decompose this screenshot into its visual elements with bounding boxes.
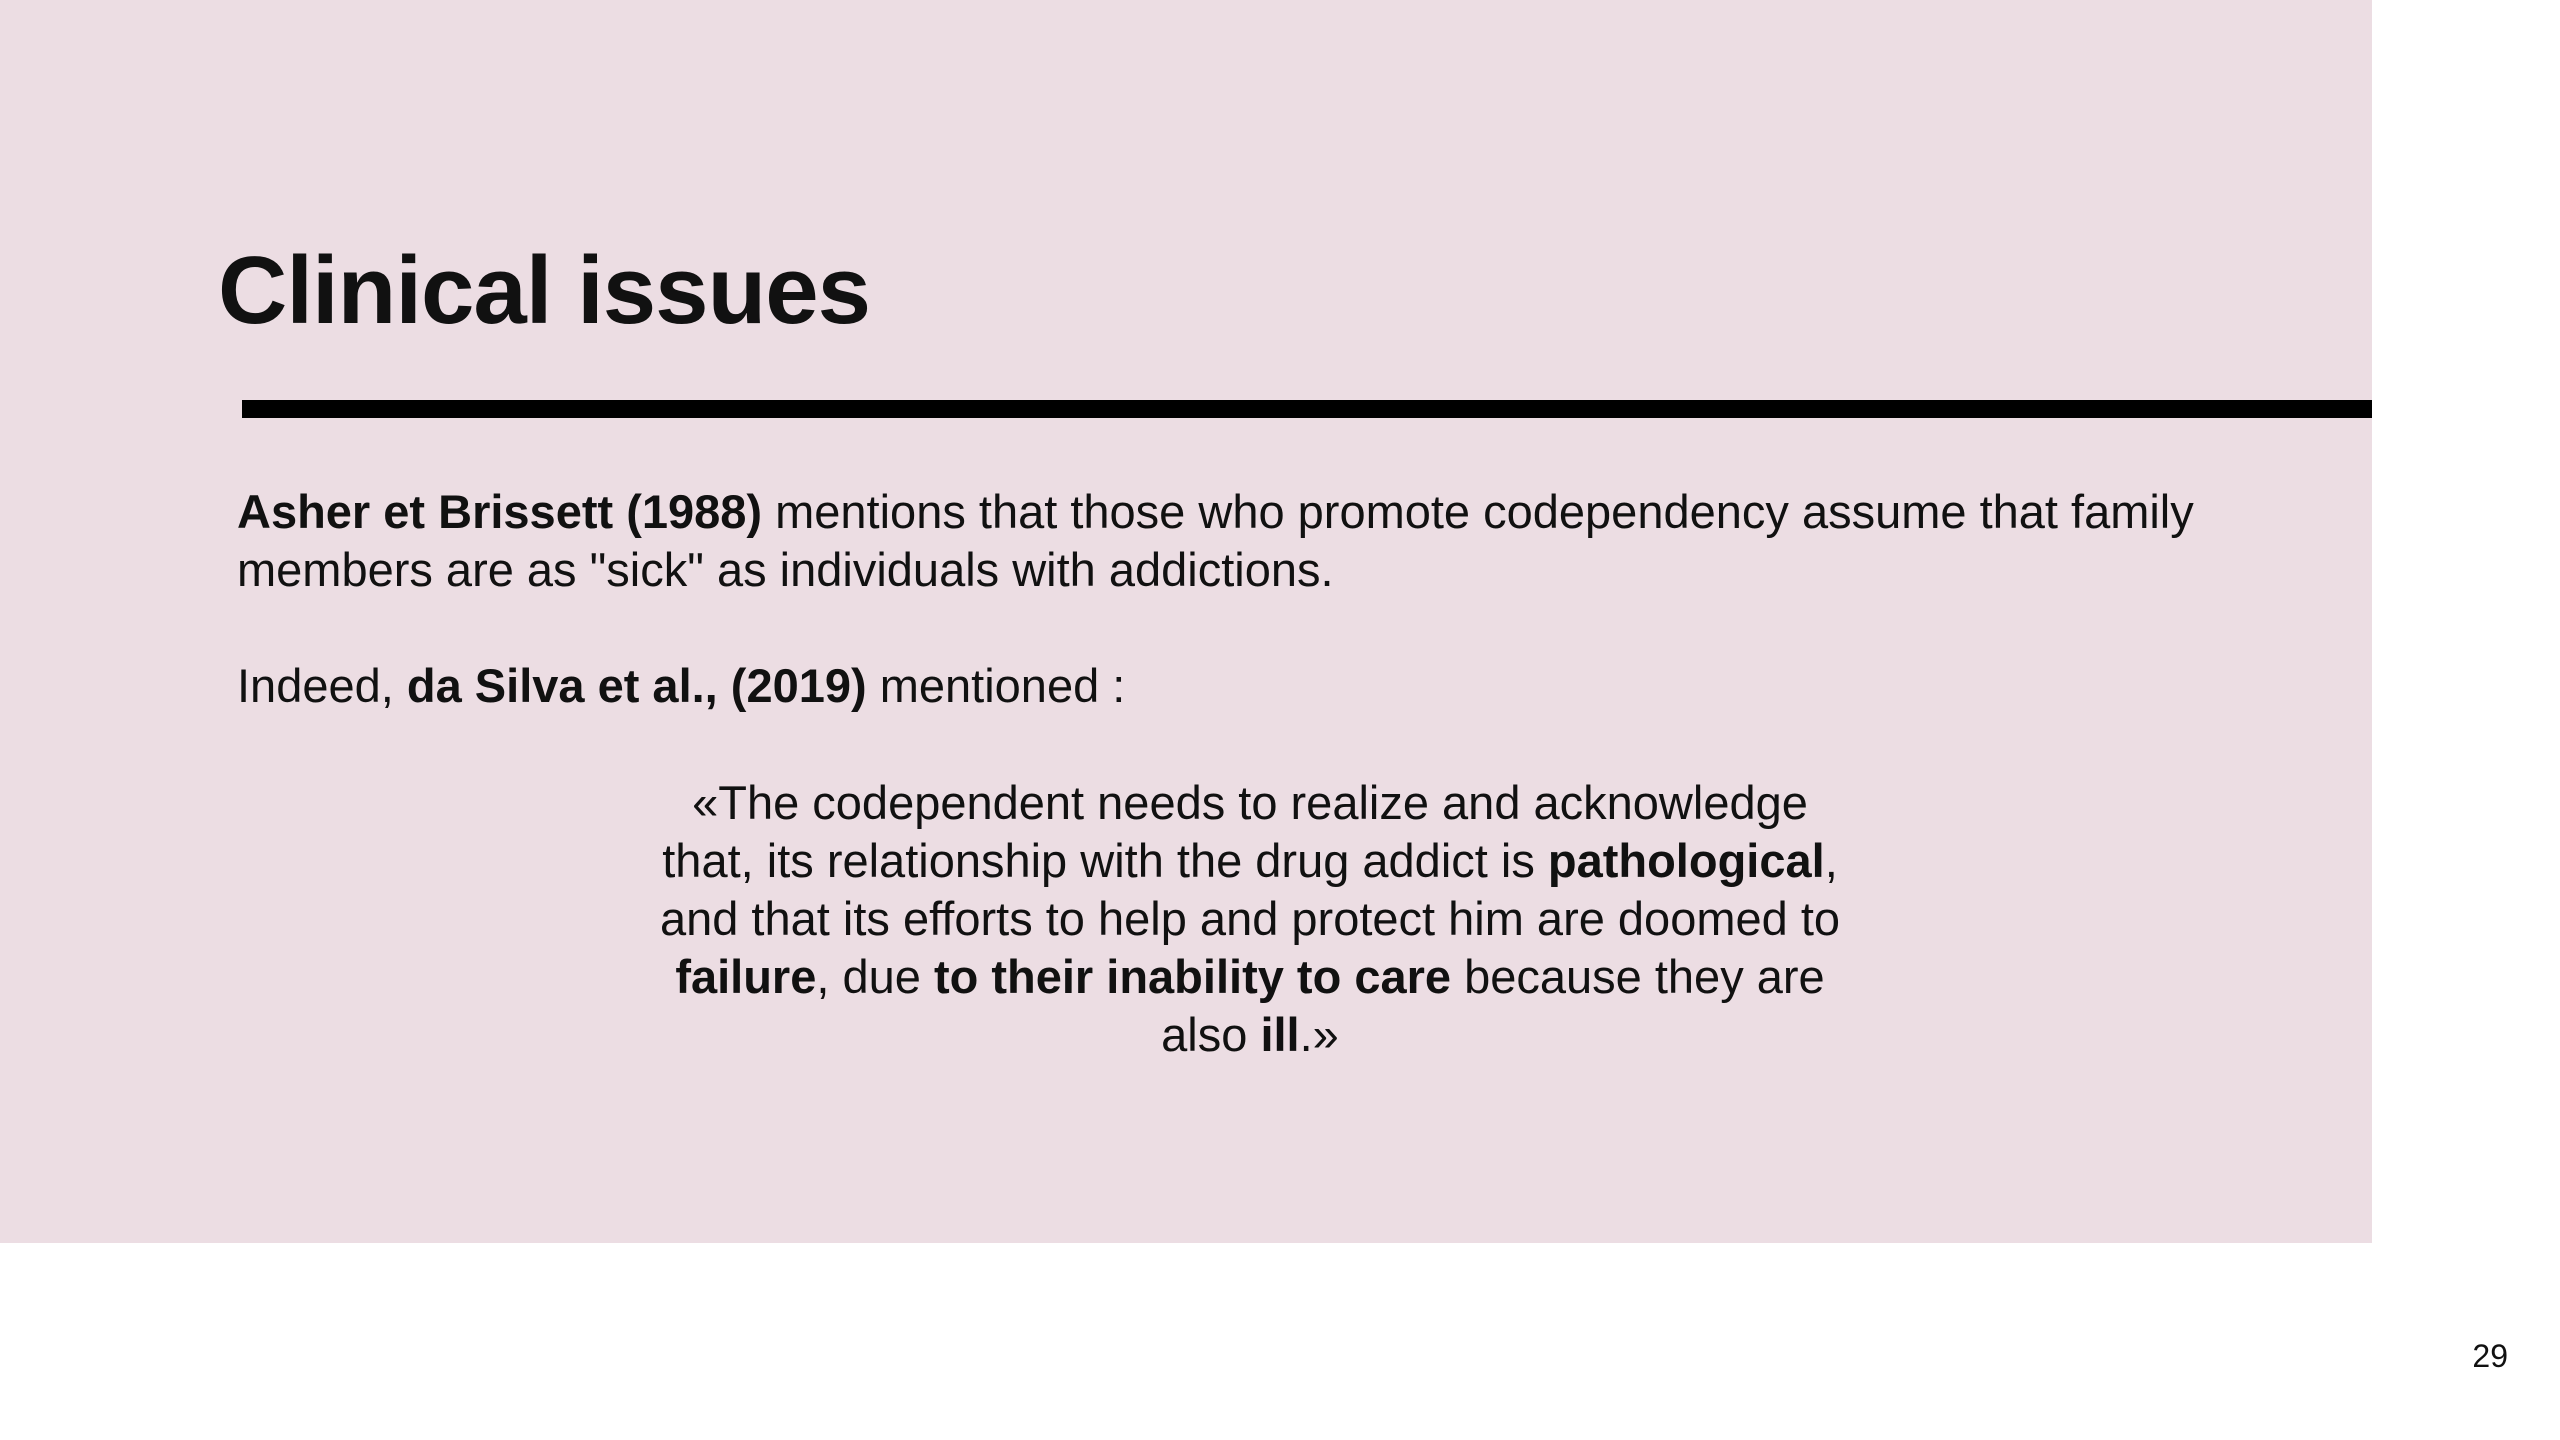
title-divider: [242, 400, 2372, 418]
paragraph-2-prefix: Indeed,: [237, 659, 407, 712]
quote-text-1: «The codependent needs to realize and acknowledge that, its relationship with the drug addict is: [662, 776, 1808, 887]
quote-text-2: , and that its efforts to help and protect him are doomed to: [659, 834, 1841, 945]
paragraph-1-text: mentions that those who promote codependency assume that family members are as "sick" as individuals with addictions.: [237, 485, 2194, 596]
quote-text-5: .»: [1299, 1008, 1339, 1061]
citation-da-silva: da Silva et al., (2019): [406, 659, 867, 712]
paragraph-da-silva: [237, 657, 2317, 715]
quote-text-3: , due: [816, 950, 934, 1003]
quote-bold-inability: to their inability to care: [933, 950, 1452, 1003]
citation-asher-brissett: Asher et Brissett (1988): [237, 485, 763, 538]
quote-bold-failure: failure: [675, 950, 817, 1003]
paragraph-2-suffix: mentioned :: [866, 659, 1126, 712]
quote-block: [640, 774, 1860, 1064]
quote-bold-ill: ill: [1260, 1008, 1300, 1061]
quote-text-4: because they are also: [1161, 950, 1825, 1061]
quote-bold-pathological: pathological: [1547, 834, 1825, 887]
paragraph-asher-brissett: [237, 483, 2317, 599]
page-number: 29: [2472, 1338, 2508, 1374]
slide-title: Clinical issues: [218, 237, 870, 344]
